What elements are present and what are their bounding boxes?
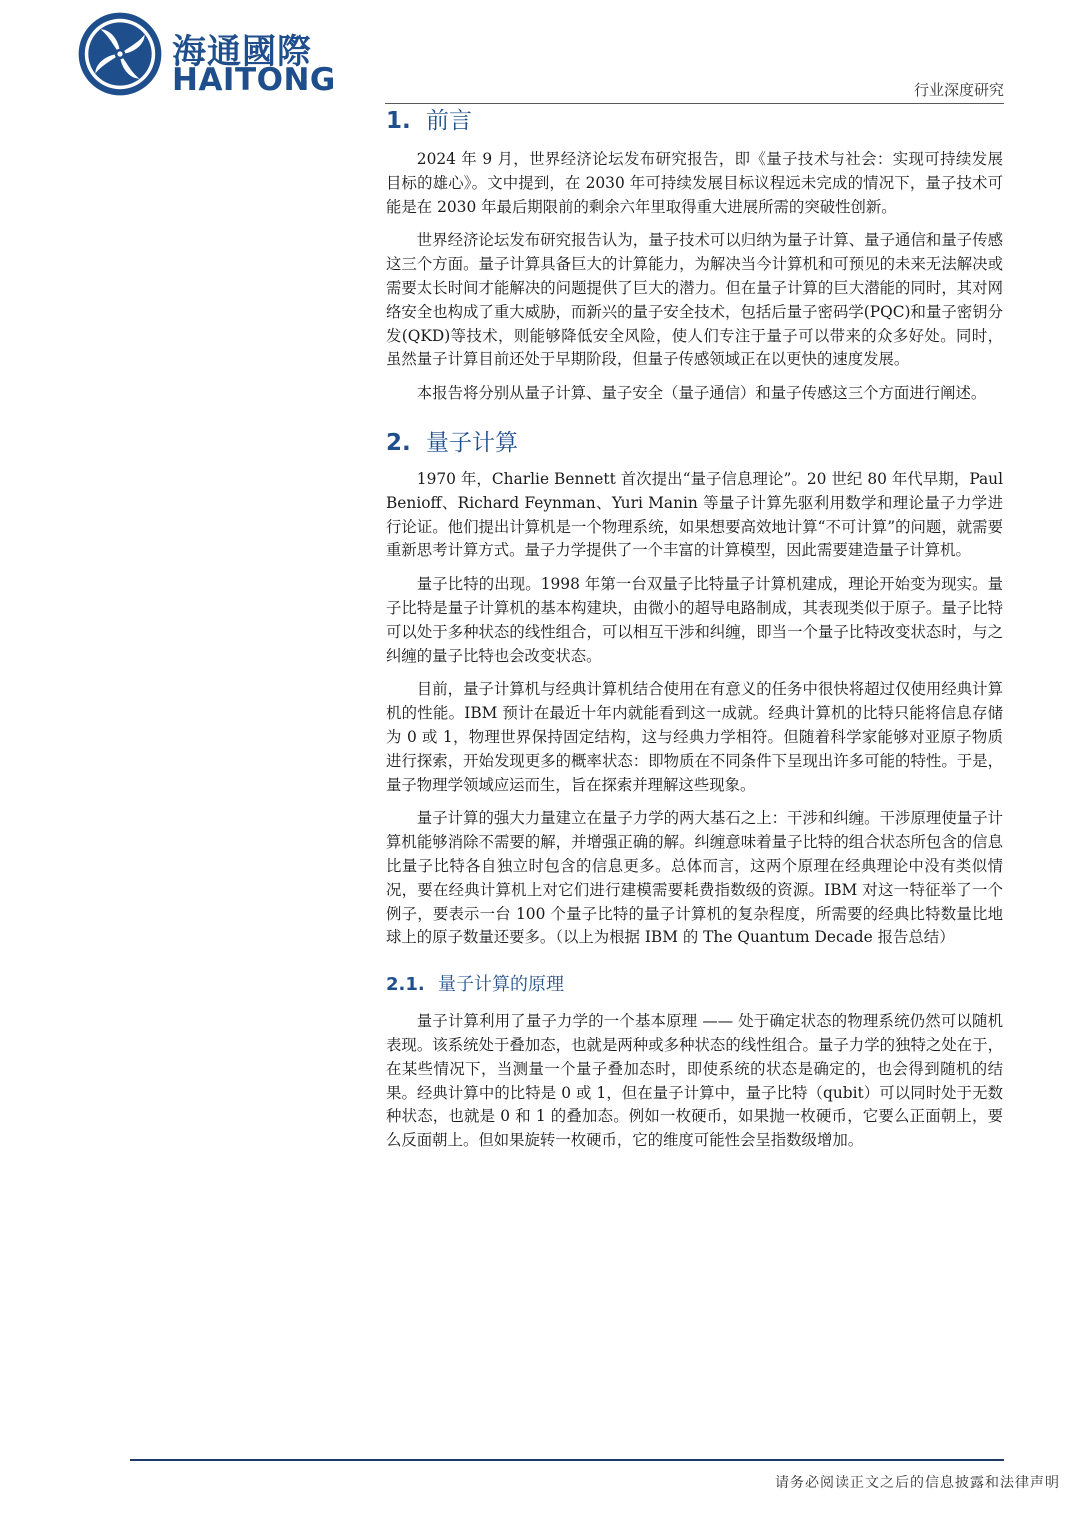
section-title: 量子计算 [426,429,518,456]
main-content [386,100,1003,1153]
paragraph: 世界经济论坛发布研究报告认为，量子技术可以归纳为量子计算、量子通信和量子传感这三个方面。量子计算具备巨大的计算能力，为解决当今计算机和可预见的未来无法解决或需要太长时间才能解决的问题提供了巨大的潜力。但在量子计算的巨大潜能的同时，其对网络安全也构成了重大威胁，而新兴的量子安全技术，包括后量子密码学(PQC)和量子密钥分发(QKD)等技术，则能够降低安全风险，使人们专注于量子可以带来的众多好处。同时，虽然量子计算目前还处于早期阶段，但量子传感领域正在以更快的速度发展。 [386,231,1003,369]
logo-english-name: HAITONG [172,62,336,98]
haitong-pinwheel-logo-icon [76,10,164,98]
paragraph: 量子计算的强大力量建立在量子力学的两大基石之上：干涉和纠缠。干涉原理使量子计算机能够消除不需要的解，并增强正确的解。纠缠意味着量子比特的组合状态所包含的信息比量子比特各自独立时包含的信息更多。总体而言，这两个原理在经典理论中没有类似情况，要在经典计算机上对它们进行建模需要耗费指数级的资源。IBM 对这一特征举了一个例子，要表示一台 100 个量子比特的量子计算机的复杂程度，所需要的经典比特数量比地球上的原子数量还要多。（以上为根据 IBM 的 The Quantum Decade 报告总结） [386,809,1003,947]
section-number: 2. [386,429,411,456]
subsection-title: 量子计算的原理 [438,974,564,996]
legal-disclaimer: 请务必阅读正文之后的信息披露和法律声明 [775,1475,1060,1491]
paragraph: 本报告将分别从量子计算、量子安全（量子通信）和量子传感这三个方面进行阐述。 [416,384,987,403]
paragraph: 2024 年 9 月，世界经济论坛发布研究报告，即《量子技术与社会：实现可持续发展目标的雄心》。文中提到，在 2030 年可持续发展目标议程远未完成的情况下，量子技术可能是在 2030 年最后期限前的剩余六年里取得重大进展所需的突破性创新。 [386,150,1003,216]
subsection-number: 2.1. [386,974,425,996]
section-heading [386,428,1003,458]
paragraph: 目前，量子计算机与经典计算机结合使用在有意义的任务中很快将超过仅使用经典计算机的性能。IBM 预计在最近十年内就能看到这一成就。经典计算机的比特只能将信息存储为 0 或 1，物理世界保持固定结构，这与经典力学相符。但随着科学家能够对亚原子物质进行探索，开始发现更多的概率状态：即物质在不同条件下呈现出许多可能的特性。于是，量子物理学领域应运而生，旨在探索并理解这些现象。 [386,680,1003,794]
paragraph: 1970 年，Charlie Bennett 首次提出“量子信息理论”。20 世纪 80 年代早期，Paul Benioff、Richard Feynman、Yuri Manin 等量子计算先驱利用数学和理论量子力学进行论证。他们提出计算机是一个物理系统，如果想要高效地计算“不可计算”的问题，就需要重新思考计算方式。量子力学提供了一个丰富的计算模型，因此需要建造量子计算机。 [386,469,1003,560]
paragraph: 量子计算利用了量子力学的一个基本原理 —— 处于确定状态的物理系统仍然可以随机表现。该系统处于叠加态，也就是两种或多种状态的线性组合。量子力学的独特之处在于，在某些情况下，当测量一个量子叠加态时，即使系统的状态是确定的，也会得到随机的结果。经典计算中的比特是 0 或 1，但在量子计算中，量子比特（qubit）可以同时处于无数种状态，也就是 0 和 1 的叠加态。例如一枚硬币，如果抛一枚硬币，它要么正面朝上，要么反面朝上。但如果旋转一枚硬币，它的维度可能性会呈指数级增加。 [386,1012,1003,1150]
paragraph: 量子比特的出现。1998 年第一台双量子比特量子计算机建成，理论开始变为现实。量子比特是量子计算机的基本构建块，由微小的超导电路制成，其表现类似于原子。量子比特可以处于多种状态的线性组合，可以相互干涉和纠缠，即当一个量子比特改变状态时，与之纠缠的量子比特也会改变状态。 [386,575,1003,665]
section-heading [386,106,1003,136]
footer-divider [130,1459,1004,1461]
report-type-label: 行业深度研究 [913,81,1004,99]
section-number: 1. [386,108,411,134]
subsection-heading [386,972,1003,998]
section-title: 前言 [426,108,472,134]
logo-chinese-name: 海通國際 [172,32,312,72]
haitong-logo [76,10,336,100]
